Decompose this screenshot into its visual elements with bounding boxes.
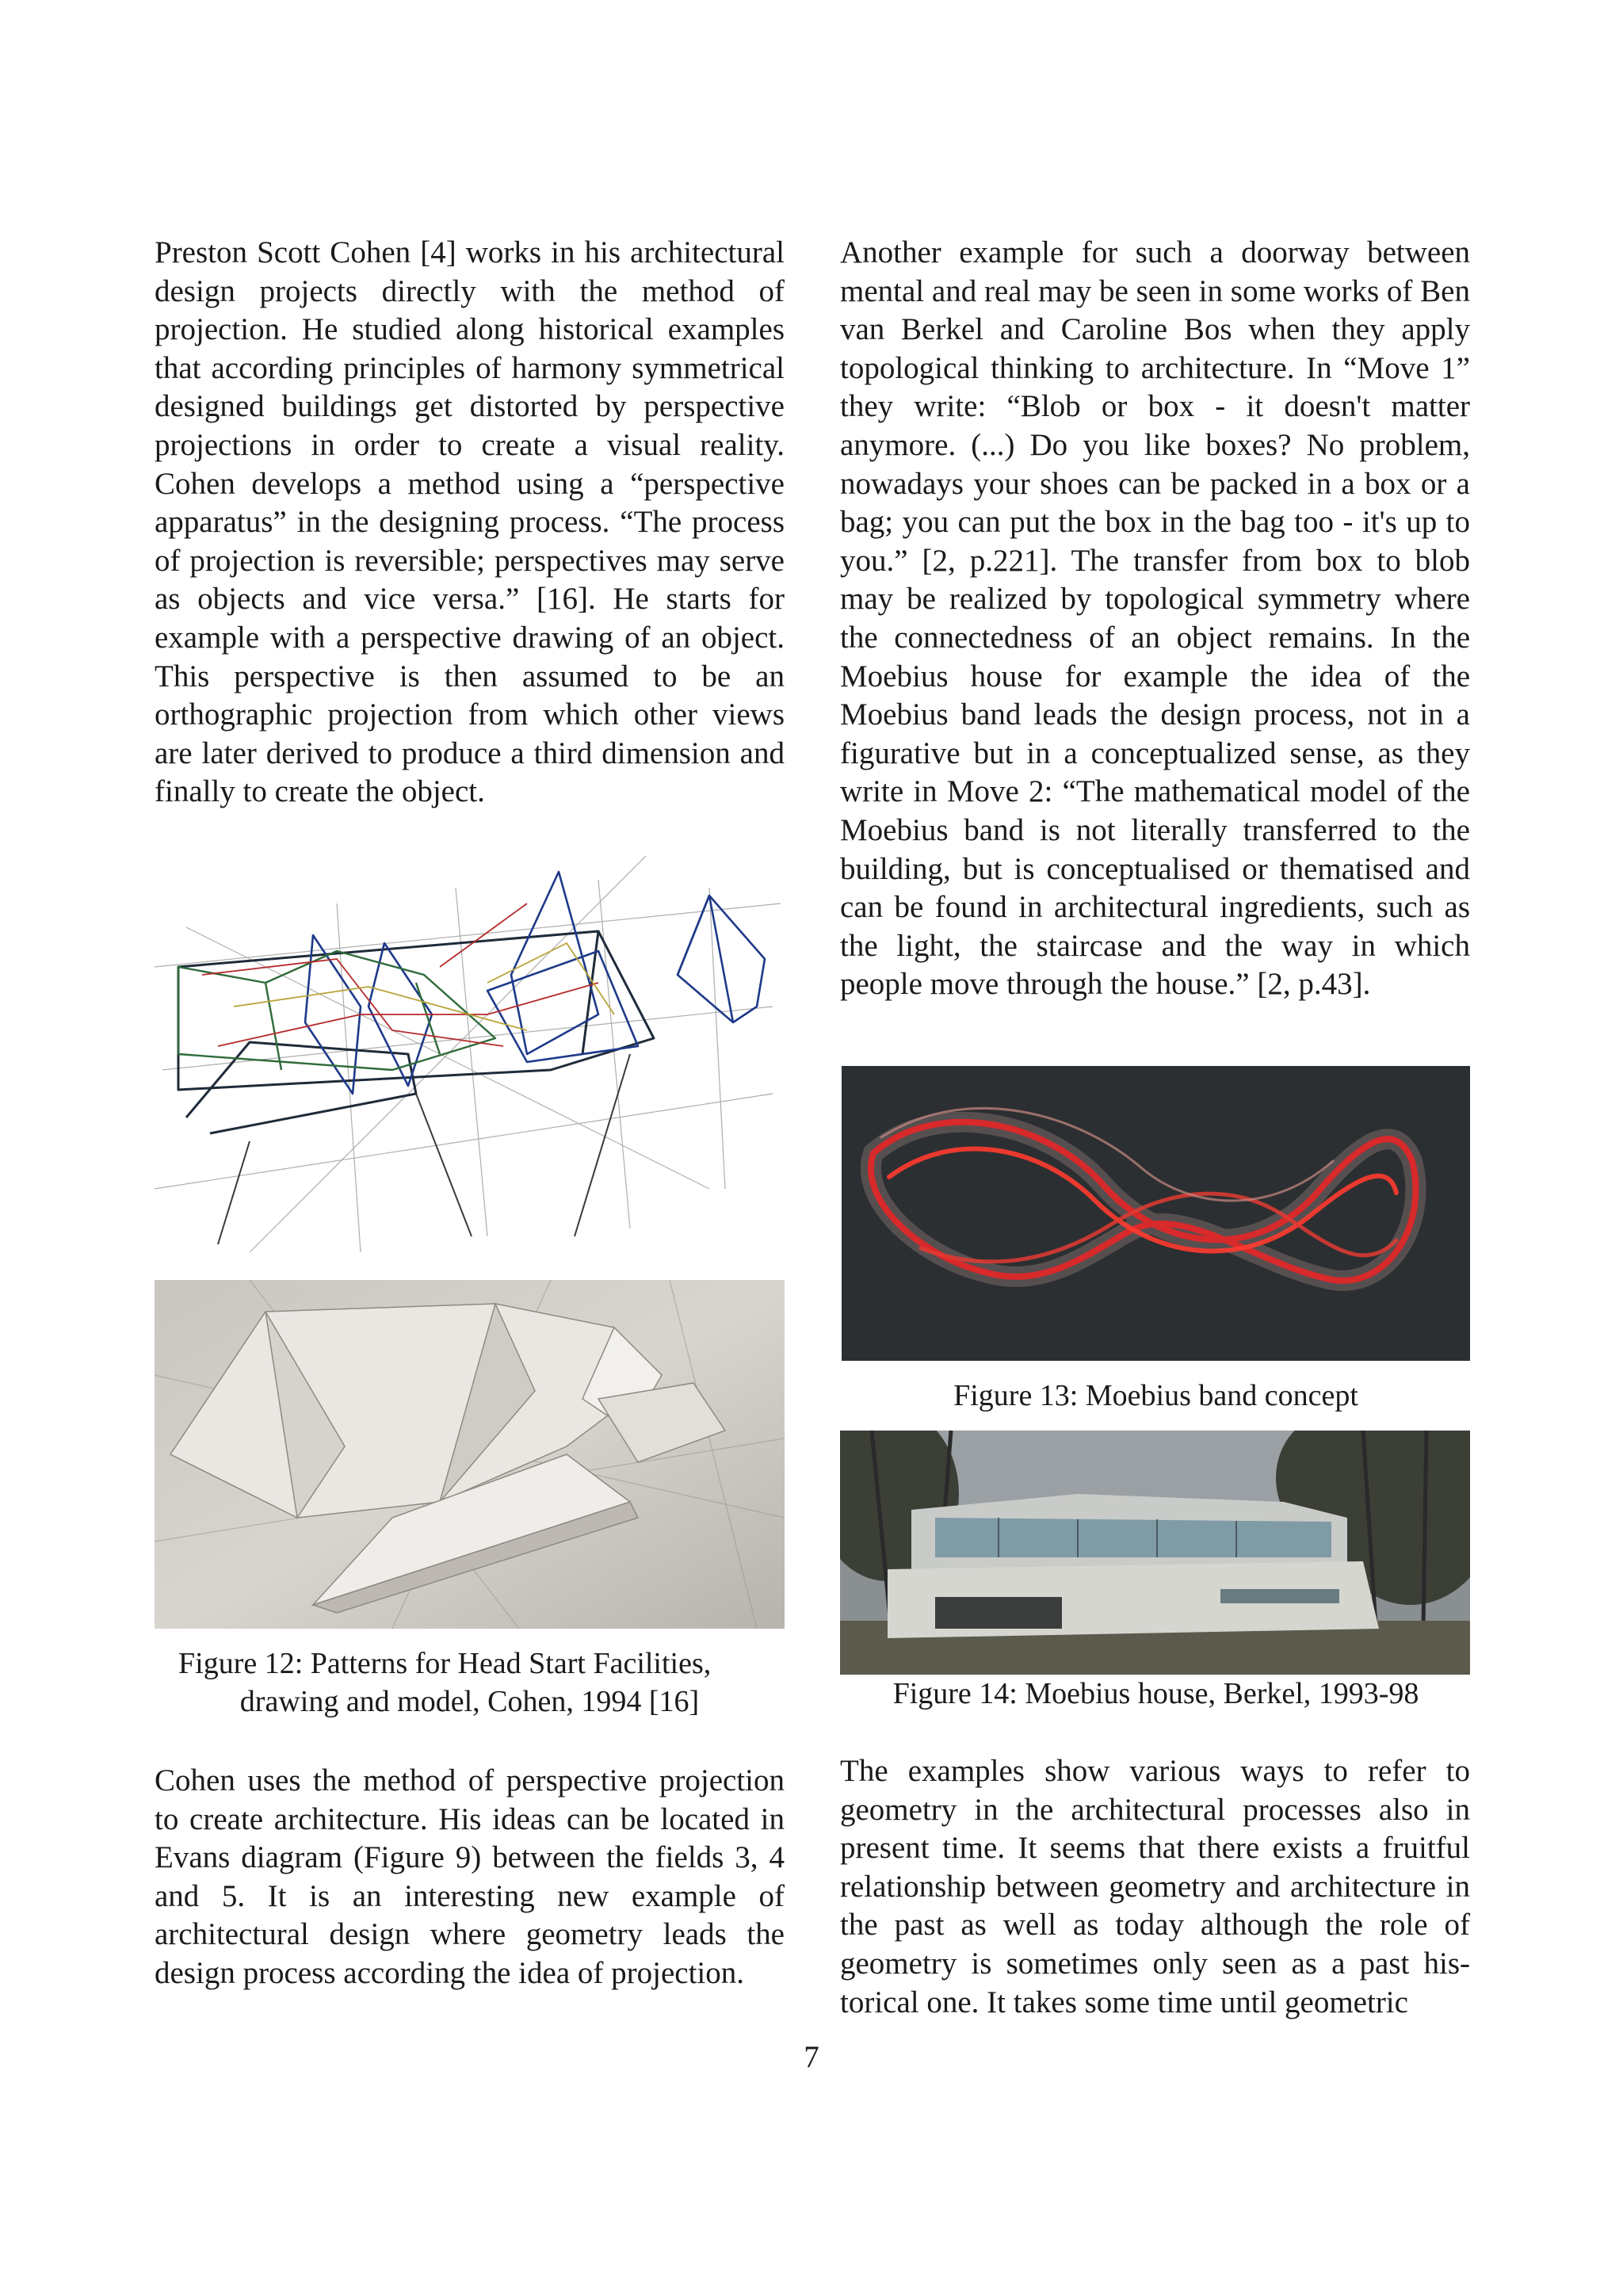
page-number: 7 <box>804 2040 819 2074</box>
left-column <box>155 234 785 812</box>
left-column-bottom <box>155 1762 785 1993</box>
figure-14-house-photo <box>840 1431 1470 1675</box>
left-paragraph-1: Preston Scott Cohen [4] works in his architectural design projects directly with the method of projection. He studied along historical examples that according principles of harmony symmetrical designed buildings get distorted by perspective projections in order to create a visual reality. Cohen develops a method using a “perspective apparatus” in the designing process. “The process of projection is reversible; perspectives may serve as objects and vice versa.” [16]. He starts for example with a perspective drawing of an object. This perspective is then assumed to be an orthographic projection from which other views are later derived to produce a third dimension and finally to create the object. <box>155 235 785 809</box>
figure-14-caption: Figure 14: Moebius house, Berkel, 1993-98 <box>892 1677 1419 1710</box>
right-column <box>840 234 1470 1004</box>
figure-13-caption: Figure 13: Moebius band concept <box>953 1379 1358 1412</box>
figure-12-drawing <box>155 856 785 1260</box>
figure-12-model-photo <box>155 1280 785 1629</box>
figure-12-caption-line-1: Figure 12: Patterns for Head Start Facilities, <box>178 1647 712 1680</box>
figure-13-moebius-image <box>842 1066 1470 1361</box>
right-column-bottom <box>840 1752 1470 2022</box>
figure-12-caption-line-2: drawing and model, Cohen, 1994 [16] <box>239 1685 700 1718</box>
left-paragraph-2: Cohen uses the method of perspective projection to create architecture. His ideas can be located in Evans diagram (Figure 9) between the fields 3, 4 and 5. It is an interesting new example of architectural design where geometry leads the design process according the idea of projection. <box>155 1763 785 1990</box>
right-paragraph-2: The examples show various ways to refer to geometry in the architectural processes also in present time. It seems that there exists a fruitful relationship between geometry and architecture in the past as well as today although the role of geometry is sometimes only seen as a past historical one. It takes some time until geometric <box>840 1754 1470 2019</box>
right-paragraph-1: Another example for such a doorway between mental and real may be seen in some works of Ben van Berkel and Caroline Bos when they apply topological thinking to architecture. In “Move 1” they write: “Blob or box - it doesn't matter anymore. (...) Do you like boxes? No problem, nowadays your shoes can be packed in a box or a bag; you can put the box in the bag too - it's up to you.” [2, p.221]. The transfer from box to blob may be realized by topological symmetry where the connectedness of an object remains. In the Moebius house for example the idea of the Moebius band leads the design process, not in a figurative but in a conceptualized sense, as they write in Move 2: “The mathematical model of the Moebius band is not literally transferred to the building, but is conceptualised or thematised and can be found in architectural ingredients, such as the light, the staircase and the way in which people move through the house.” [2, p.43]. <box>840 235 1470 1002</box>
figure-12-caption <box>155 1645 785 1721</box>
